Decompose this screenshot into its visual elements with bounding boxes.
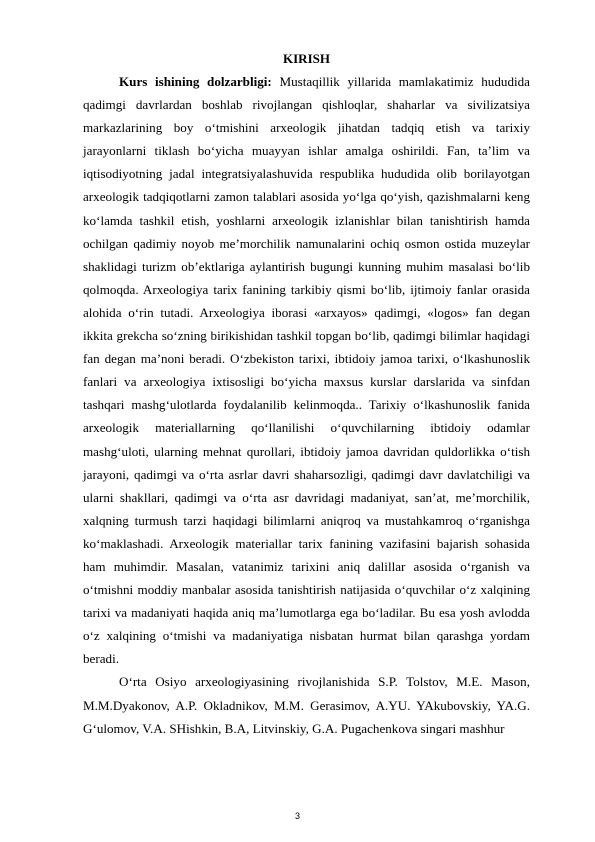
document-page bbox=[83, 50, 530, 740]
paragraph-body: Mustaqillik yillarida mamlakatimiz hududida qadimgi davrlardan boshlab rivojlangan qishloqlar, shaharlar va sivilizatsiya markazlarining boy o‘tmishini arxeologik jihatdan tadqiq etish va tarixiy jarayonlarni tiklash bo‘yicha muayyan ishlar amalga oshirildi. Fan, ta’lim va iqtisodiyotning jadal integratsiyalashuvida respublika hududida olib borilayotgan arxeologik tadqiqotlarni zamon talablari asosida yo‘lga qo‘yish, qazishmalarni keng ko‘lamda tashkil etish, yoshlarni arxeologik izlanishlar bilan tanishtirish hamda ochilgan qadimiy noyob me’morchilik namunalarini ochiq osmon ostida muzeylar shaklidagi turizm ob’ektlariga aylantirish bugungi kunning muhim masalasi bo‘lib qolmoqda. Arxeologiya tarix fanining tarkibiy qismi bo‘lib, ijtimoiy fanlar orasida alohida o‘rin tutadi. Arxeologiya iborasi «arxayos» qadimgi, «logos» fan degan ikkita grekcha so‘zning birikishidan tashkil topgan bo‘lib, qadimgi bilimlar haqidagi fan degan ma’noni beradi. O‘zbekiston tarixi, ibtidoiy jamoa tarixi, o‘lkashunoslik fanlari va arxeologiya ixtisosligi bo‘yicha maxsus kurslar darslarida va sinfdan tashqari mashg‘ulotlarda foydalanilib kelinmoqda.. Tarixiy o‘lkashunoslik fanida arxeologik materiallarning qo‘llanilishi o‘quvchilarning ibtidoiy odamlar mashg‘uloti, ularning mehnat qurollari, ibtidoiy jamoa davridan quldorlikka o‘tish jarayoni, qadimgi va o‘rta asrlar davri shaharsozligi, qadimgi davr davlatchiligi va ularni shakllari, qadimgi va o‘rta asr davridagi madaniyat, san’at, me’morchilik, xalqning turmush tarzi haqidagi bilimlarni aniqroq va mustahkamroq o‘rganishga ko‘maklashadi. Arxeologik materiallar tarix fanining vazifasini bajarish sohasida ham muhimdir. Masalan, vatanimiz tarixini aniq dalillar asosida o‘rganish va o‘tmishni moddiy manbalar asosida tanishtirish natijasida o‘quvchilar o‘z xalqining tarixi va madaniyati haqida aniq ma’lumotlarga ega bo‘ladilar. Bu esa yosh avlodda o‘z xalqining o‘tmishi va madaniyatiga nisbatan hurmat bilan qarashga yordam beradi. bbox=[83, 74, 530, 667]
paragraph-relevance bbox=[83, 70, 530, 670]
section-heading: KIRISH bbox=[283, 51, 330, 66]
page-number: 3 bbox=[294, 811, 300, 821]
paragraph-researchers: O‘rta Osiyo arxeologiyasining rivojlanishida S.P. Tolstov, M.E. Mason, M.M.Dyakonov, A.P. Okladnikov, M.M. Gerasimov, A.YU. YAkubovskiy, YA.G. G‘ulomov, V.A. SHishkin, B.A, Litvinskiy, G.A. Pugachenkova singari mashhur bbox=[83, 674, 530, 736]
paragraph-lead: Kurs ishining dolzarbligi: bbox=[119, 74, 272, 89]
